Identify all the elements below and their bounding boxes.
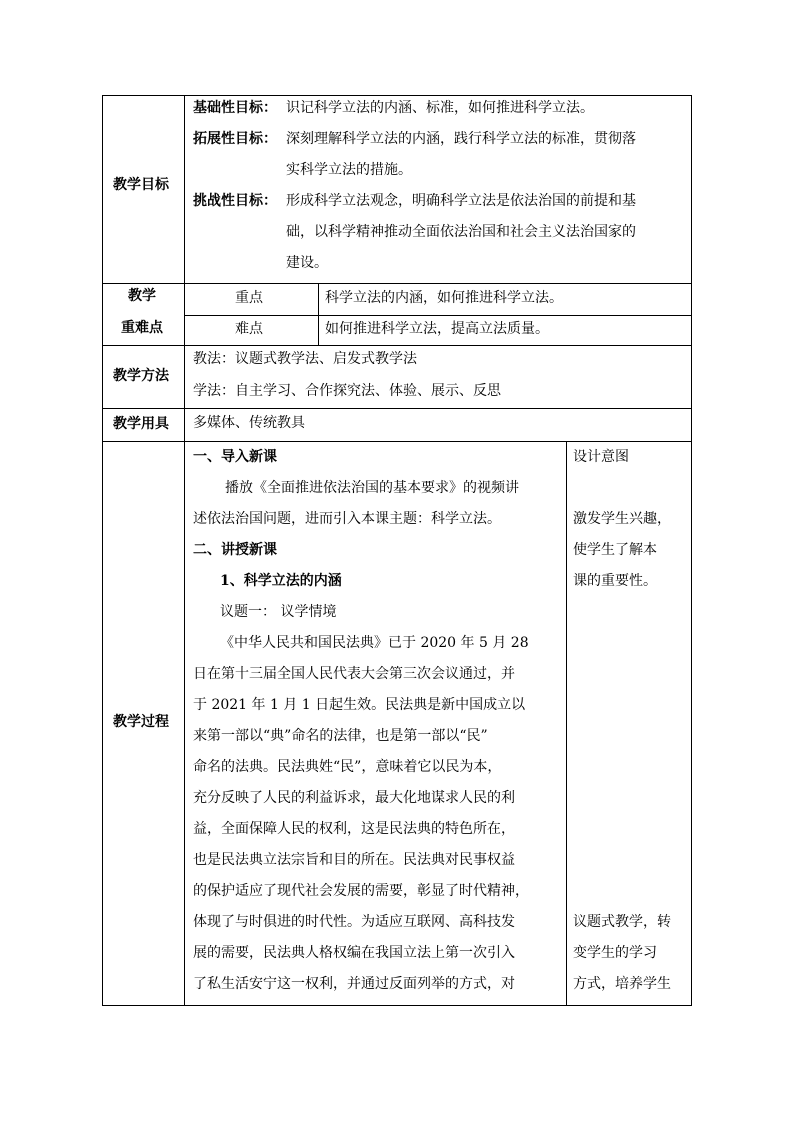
focus-label: 重点 [235,290,263,306]
process-line: 来第一部以“典”命名的法律，也是第一部以“民” [193,728,488,744]
focus-text: 科学立法的内涵，如何推进科学立法。 [325,290,563,306]
process-line: 展的需要，民法典人格权编在我国立法上第一次引入 [193,945,515,961]
goal-challenge-line: 础，以科学精神推动全面依法治国和社会主义法治国家的 [286,224,636,240]
goal-extended-line: 深刻理解科学立法的内涵，践行科学立法的标准，贯彻落 [286,131,636,147]
process-line: 的保护适应了现代社会发展的需要，彰显了时代精神， [193,883,529,899]
process-line: 体现了与时俱进的时代性。为适应互联网、高科技发 [193,914,515,930]
design-note: 方式，培养学生 [573,976,671,992]
goal-basic-line: 识记科学立法的内涵、标准，如何推进科学立法。 [286,100,594,116]
design-note: 变学生的学习 [573,945,657,961]
process-line: 也是民法典立法宗旨和目的所在。民法典对民事权益 [193,852,515,868]
process-line: 日在第十三届全国人民代表大会第三次会议通过，并 [193,666,515,682]
goal-challenge-line: 建设。 [286,255,328,271]
key-label-line2: 重难点 [121,320,163,336]
subsection-heading: 1、科学立法的内涵 [220,573,342,589]
process-line: 命名的法典。民法典姓“民”，意味着它以民为本， [193,759,502,775]
goals-label: 教学目标 [113,177,169,193]
process-line: 了私生活安宁这一权利，并通过反面列举的方式，对 [193,976,515,992]
key-label-line1: 教学 [128,288,156,304]
learning-method: 学法：自主学习、合作探究法、体验、展示、反思 [193,383,501,399]
goal-challenge-line: 形成科学立法观念，明确科学立法是依法治国的前提和基 [286,193,636,209]
design-note: 课的重要性。 [573,573,657,589]
methods-label: 教学方法 [113,368,169,384]
difficulty-text: 如何推进科学立法，提高立法质量。 [325,321,549,337]
goal-challenge-title: 挑战性目标： [193,193,277,209]
design-note: 议题式教学，转 [573,914,671,930]
process-line: 于 2021 年 1 月 1 日起生效。民法典是新中国成立以 [193,697,526,713]
difficulty-label: 难点 [235,321,263,337]
process-label: 教学过程 [113,714,169,730]
topic-heading: 议题一： 议学情境 [220,604,337,620]
tools-label: 教学用具 [113,416,169,432]
design-note: 使学生了解本 [573,542,657,558]
label-column-divider [184,95,185,1006]
tools-text: 多媒体、传统教具 [193,415,305,431]
teaching-method: 教法：议题式教学法、启发式教学法 [193,351,417,367]
process-line: 述依法治国问题，进而引入本课主题：科学立法。 [193,511,501,527]
design-note: 激发学生兴趣， [573,511,671,527]
process-line: 充分反映了人民的利益诉求，最大化地谋求人民的利 [193,790,515,806]
section-heading-intro: 一、导入新课 [193,449,277,465]
process-line: 《中华人民共和国民法典》已于 2020 年 5 月 28 [220,635,529,651]
design-intent-title: 设计意图 [573,449,629,465]
goal-extended-line: 实科学立法的措施。 [286,162,412,178]
goal-extended-title: 拓展性目标： [193,131,277,147]
section-heading-new: 二、讲授新课 [193,542,277,558]
goal-basic-title: 基础性目标： [193,100,277,116]
process-line: 益，全面保障人民的权利，这是民法典的特色所在， [193,821,515,837]
process-line: 播放《全面推进依法治国的基本要求》的视频讲 [225,480,519,496]
